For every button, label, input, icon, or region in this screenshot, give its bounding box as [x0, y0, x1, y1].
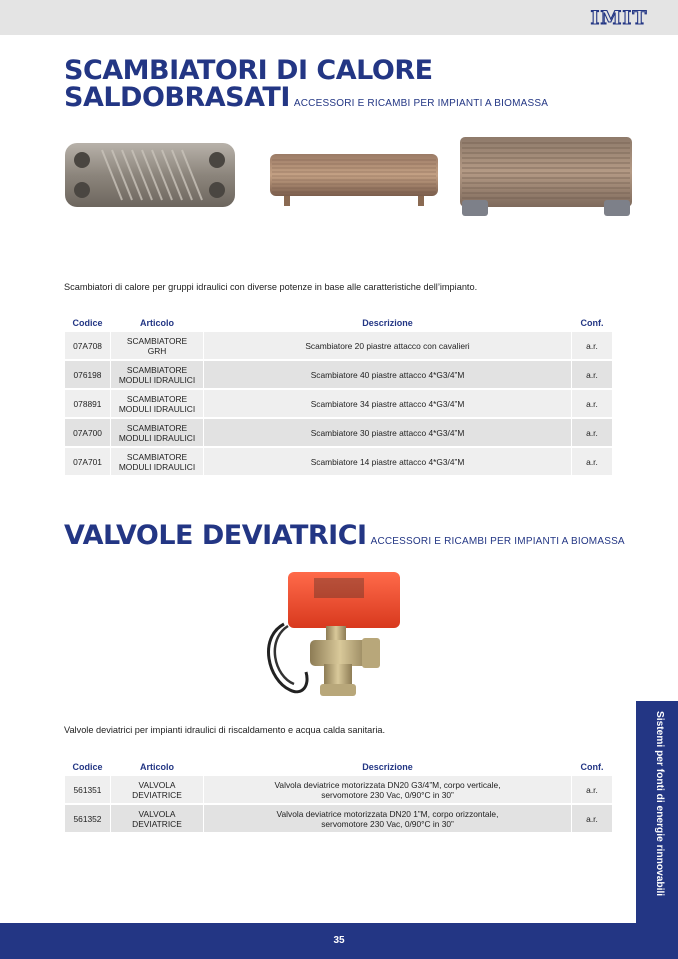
section1-title-line2-row [64, 84, 548, 111]
section2-title-row [64, 522, 625, 549]
imit-logo [576, 7, 662, 27]
cell-articolo-line2: MODULI IDRAULICI [118, 403, 196, 414]
table-row [65, 448, 612, 475]
cell-descrizione-line1: Valvola deviatrice motorizzata DN20 G3/4”M, corpo verticale, [274, 779, 501, 790]
cell-articolo-line1: SCAMBIATORE [126, 393, 188, 404]
cell-articolo [111, 776, 203, 803]
section2-intro: Valvole deviatrici per impianti idraulici di riscaldamento e acqua calda sanitaria. [64, 725, 386, 735]
cell-descrizione: Scambiatore 34 piastre attacco 4*G3/4”M [204, 390, 571, 417]
header-descrizione: Descrizione [362, 762, 413, 772]
cell-articolo [111, 419, 203, 446]
cell-codice: 561351 [65, 776, 110, 803]
top-bar [0, 0, 678, 35]
cell-codice: 076198 [65, 361, 110, 388]
table-row [65, 805, 612, 832]
cell-articolo [111, 361, 203, 388]
cell-articolo [111, 448, 203, 475]
cell-articolo-line1: SCAMBIATORE [126, 335, 188, 346]
cell-articolo-line2: DEVIATRICE [132, 818, 182, 829]
footer-bar [0, 923, 678, 959]
heat-exchanger-large-image [458, 134, 634, 220]
page-number: 35 [333, 935, 345, 946]
cell-articolo-line1: VALVOLA [138, 808, 176, 819]
table-row [65, 776, 612, 803]
cell-codice: 078891 [65, 390, 110, 417]
section1-title-line2: SALDOBRASATI [64, 82, 290, 113]
svg-text:IMIT: IMIT [590, 7, 648, 27]
table-header-row [65, 316, 612, 330]
header-codice: Codice [72, 762, 103, 772]
table-row [65, 332, 612, 359]
header-articolo: Articolo [139, 318, 174, 328]
section2-subtitle: ACCESSORI E RICAMBI PER IMPIANTI A BIOMASSA [370, 536, 625, 547]
table-row [65, 419, 612, 446]
cell-articolo-line1: SCAMBIATORE [126, 451, 188, 462]
section1-subtitle: ACCESSORI E RICAMBI PER IMPIANTI A BIOMASSA [293, 98, 549, 109]
table-row [65, 390, 612, 417]
header-conf: Conf. [580, 762, 604, 772]
header-articolo: Articolo [139, 762, 174, 772]
cell-conf: a.r. [572, 390, 612, 417]
table-header-row [65, 760, 612, 774]
cell-articolo-line2: MODULI IDRAULICI [118, 374, 196, 385]
cell-articolo [111, 332, 203, 359]
cell-articolo [111, 805, 203, 832]
cell-conf: a.r. [572, 805, 612, 832]
cell-descrizione: Scambiatore 30 piastre attacco 4*G3/4”M [204, 419, 571, 446]
cell-descrizione: Scambiatore 14 piastre attacco 4*G3/4”M [204, 448, 571, 475]
side-tab-label: Sistemi per fonti di energie rinnovabili [654, 711, 665, 897]
header-descrizione: Descrizione [362, 318, 413, 328]
cell-codice: 07A708 [65, 332, 110, 359]
cell-conf: a.r. [572, 361, 612, 388]
cell-codice: 561352 [65, 805, 110, 832]
section2-title: VALVOLE DEVIATRICI [64, 520, 367, 551]
cell-conf: a.r. [572, 419, 612, 446]
heat-exchanger-side-image [266, 148, 442, 212]
cell-descrizione-line2: servomotore 230 Vac, 0/90°C in 30” [321, 818, 454, 829]
cell-articolo-line1: SCAMBIATORE [126, 364, 188, 375]
cell-articolo-line1: VALVOLA [138, 779, 176, 790]
cell-descrizione: Scambiatore 40 piastre attacco 4*G3/4”M [204, 361, 571, 388]
cell-codice: 07A701 [65, 448, 110, 475]
section1-intro: Scambiatori di calore per gruppi idraulici con diverse potenze in base alle caratteristiche dell’impianto. [64, 282, 478, 292]
cell-articolo-line2: MODULI IDRAULICI [118, 461, 196, 472]
cell-articolo-line2: GRH [147, 345, 167, 356]
cell-articolo [111, 390, 203, 417]
cell-descrizione-line2: servomotore 230 Vac, 0/90°C in 30” [321, 789, 454, 800]
section1-title-line1: SCAMBIATORI DI CALORE [64, 55, 433, 86]
heat-exchanger-table [64, 314, 613, 477]
cell-descrizione: Scambiatore 20 piastre attacco con cavalieri [204, 332, 571, 359]
heat-exchanger-plate-image [62, 138, 240, 212]
cell-descrizione-line1: Valvola deviatrice motorizzata DN20 1”M, corpo orizzontale, [276, 808, 499, 819]
cell-conf: a.r. [572, 776, 612, 803]
cell-descrizione [204, 805, 571, 832]
cell-articolo-line2: DEVIATRICE [132, 789, 182, 800]
cell-codice: 07A700 [65, 419, 110, 446]
cell-articolo-line1: SCAMBIATORE [126, 422, 188, 433]
side-tab [636, 701, 678, 923]
cell-conf: a.r. [572, 448, 612, 475]
header-codice: Codice [72, 318, 103, 328]
cell-descrizione [204, 776, 571, 803]
deviating-valve-image [266, 568, 408, 716]
cell-conf: a.r. [572, 332, 612, 359]
header-conf: Conf. [580, 318, 604, 328]
valve-table [64, 758, 613, 834]
table-row [65, 361, 612, 388]
cell-articolo-line2: MODULI IDRAULICI [118, 432, 196, 443]
